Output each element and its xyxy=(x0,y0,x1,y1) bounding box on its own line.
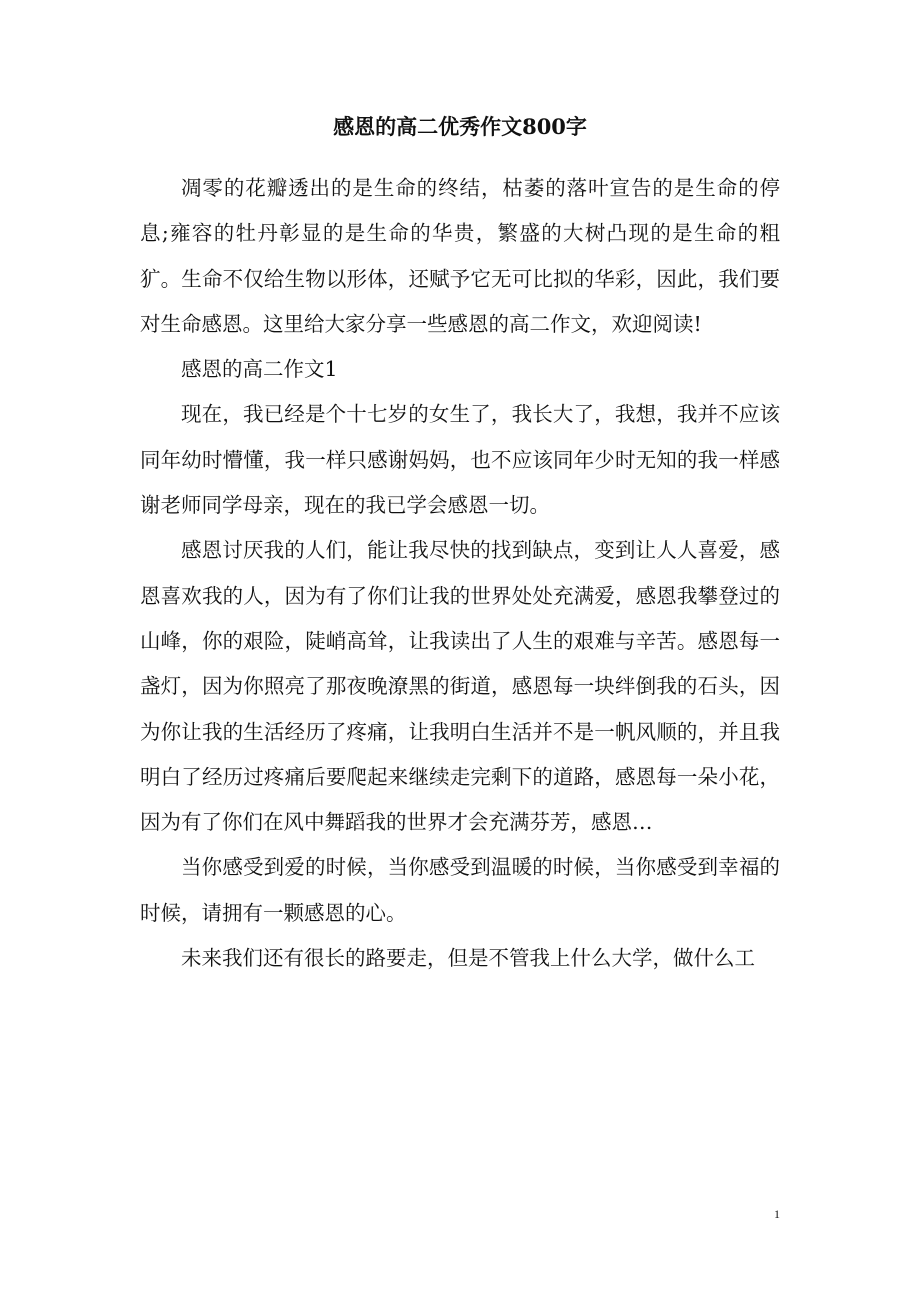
paragraph-intro: 凋零的花瓣透出的是生命的终结，枯萎的落叶宣告的是生命的停息;雍容的牡丹彰显的是生命的华贵，繁盛的大树凸现的是生命的粗犷。生命不仅给生物以形体，还赋予它无可比拟的华彩，因此，我们要对生命感恩。这里给大家分享一些感恩的高二作文，欢迎阅读! xyxy=(140,176,780,336)
page-title: 感恩的高二优秀作文800字 xyxy=(333,114,587,139)
paragraph: 当你感受到爱的时候，当你感受到温暖的时候，当你感受到幸福的时候，请拥有一颗感恩的心。 xyxy=(140,855,780,925)
paragraph: 现在，我已经是个十七岁的女生了，我长大了，我想，我并不应该同年幼时懵懂，我一样只感谢妈妈，也不应该同年少时无知的我一样感谢老师同学母亲，现在的我已学会感恩一切。 xyxy=(140,402,780,518)
paragraph: 感恩讨厌我的人们，能让我尽快的找到缺点，变到让人人喜爱，感恩喜欢我的人，因为有了你们让我的世界处处充满爱，感恩我攀登过的山峰，你的艰险，陡峭高耸，让我读出了人生的艰难与辛苦。感恩每一盏灯，因为你照亮了那夜晚潦黑的街道，感恩每一块绊倒我的石头，因为你让我的生活经历了疼痛，让我明白生活并不是一帆风顺的，并且我明白了经历过疼痛后要爬起来继续走完剩下的道路，感恩每一朵小花，因为有了你们在风中舞蹈我的世界才会充满芬芳，感恩… xyxy=(140,538,780,835)
section-heading: 感恩的高二作文1 xyxy=(181,357,338,382)
article-body xyxy=(140,166,780,981)
paragraph: 未来我们还有很长的路要走，但是不管我上什么大学，做什么工 xyxy=(181,946,755,971)
page-number: 1 xyxy=(774,1207,780,1221)
